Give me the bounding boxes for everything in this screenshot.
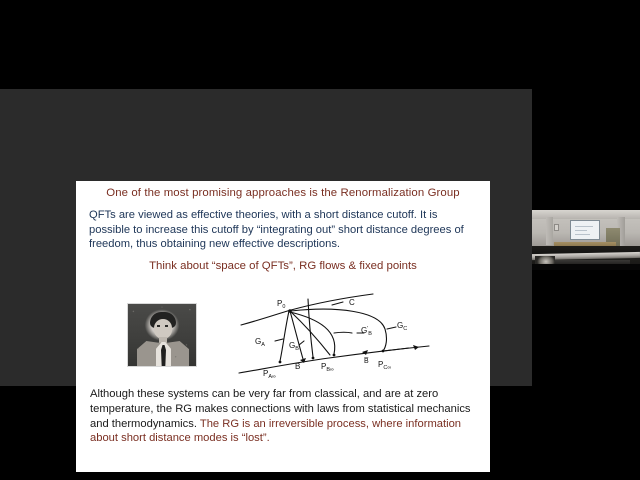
- slide-canvas: [76, 181, 490, 472]
- video-bottom-edge: [532, 264, 640, 270]
- video-wall-panel: [554, 224, 559, 231]
- slide-body-paragraph: QFTs are viewed as effective theories, with a short distance cutoff. It is possible to increase this cutoff by “integrating out” short distance degrees of freedom, thus obtaining new effective descriptions.: [89, 209, 464, 251]
- rg-label-C: C: [349, 298, 355, 307]
- rg-label-GB: $G_B$: [289, 341, 299, 352]
- rg-label-GB-prime: $G'_B$: [361, 326, 372, 337]
- figure-row: [76, 289, 490, 381]
- slide-title: One of the most promising approaches is the Renormalization Group: [106, 187, 460, 199]
- presentation-panel: [0, 89, 532, 445]
- closing-black-text: Although these systems can be very far from classical, and are at zero temperature, the RG makes connections with laws from statistical mechanics and thermodynamics.: [90, 388, 471, 430]
- slide-closing-paragraph: [90, 387, 478, 446]
- video-projection-screen: [570, 220, 600, 240]
- rg-flow-diagram-svg: [233, 289, 461, 381]
- rg-label-PC-infinity: $P_{C\infty}$: [378, 360, 392, 371]
- lecture-hall-video-feed[interactable]: [532, 210, 640, 270]
- video-screen-text-line: [575, 230, 587, 231]
- physicist-portrait-photo: [127, 303, 197, 367]
- closing-accent-text: The RG is an irreversible process, where information about short distance modes is “lost”.: [90, 417, 462, 445]
- portrait-film-grain: [128, 304, 196, 366]
- rg-label-B-bar: B̅: [364, 358, 369, 365]
- slide-subheading: Think about “space of QFTs”, RG flows & fixed points: [149, 260, 417, 272]
- video-pillar-left: [546, 217, 553, 245]
- rg-label-PA-infinity: $P_{A\infty}$: [263, 369, 276, 380]
- video-screen-text-line: [575, 226, 593, 227]
- rg-label-B: B: [295, 362, 301, 371]
- video-screen-text-line: [575, 234, 590, 235]
- rg-label-P0: $P_0$: [277, 299, 286, 310]
- rg-flow-diagram: [233, 289, 461, 381]
- rg-label-GA: $G_A$: [255, 337, 265, 348]
- rg-label-PB-infinity: $P_{B\infty}$: [321, 362, 334, 373]
- rg-label-GC: $G_C$: [397, 321, 408, 332]
